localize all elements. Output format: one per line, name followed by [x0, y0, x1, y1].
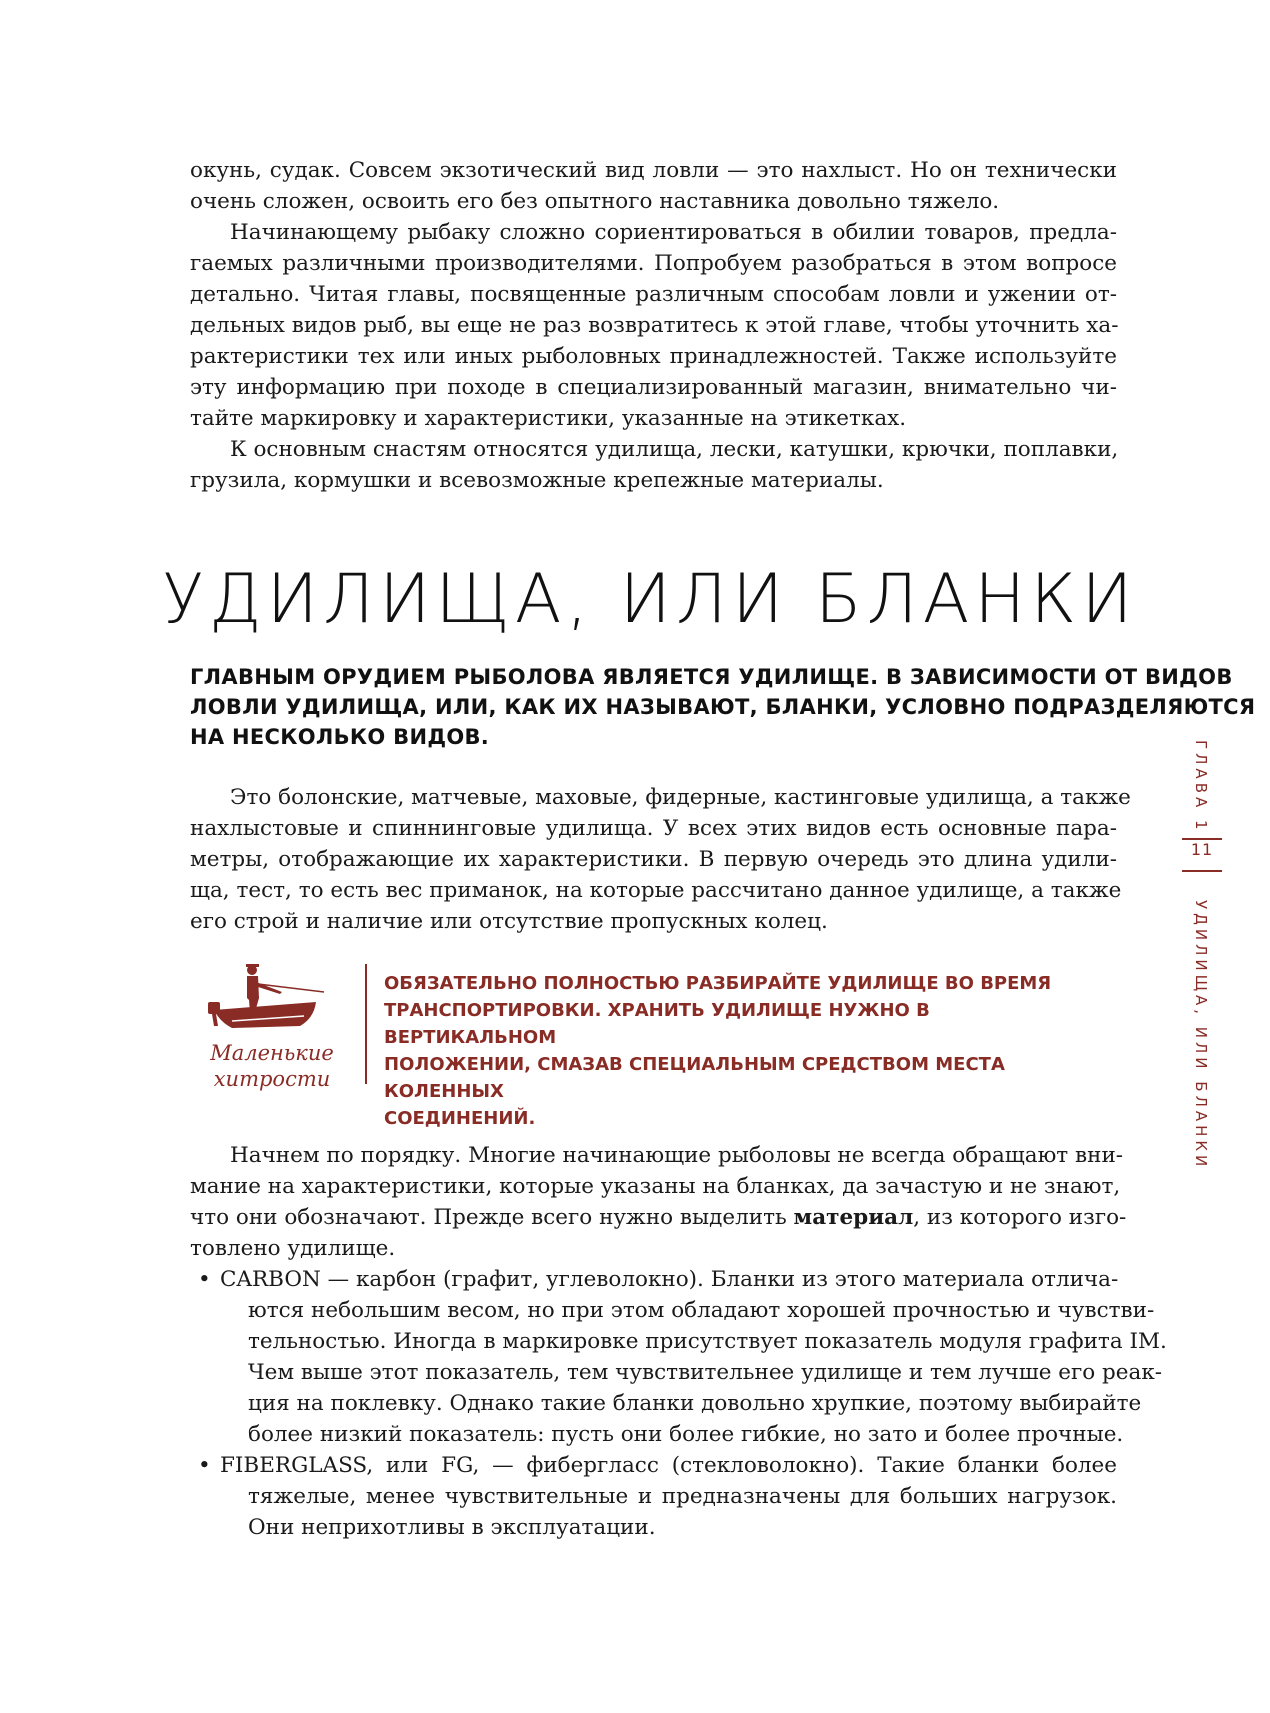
- bullet-item: [198, 1450, 1117, 1543]
- bold-term: материал: [793, 1205, 914, 1230]
- bullet-item: [198, 1264, 1167, 1450]
- text-line: товлено удилище.: [190, 1236, 396, 1261]
- section-label: УДИЛИЩА, ИЛИ БЛАНКИ: [1192, 900, 1210, 1171]
- text-line: Начнем по порядку. Многие начинающие рыболовы не всегда обращают вни-: [230, 1143, 1124, 1168]
- tip-line: СОЕДИНЕНИЙ.: [384, 1108, 536, 1129]
- intro-paragraph-1: [190, 155, 1117, 217]
- text-line: ща, тест, то есть вес приманок, на которые рассчитано данное удилище, а также: [190, 878, 1122, 903]
- section-heading: УДИЛИЩА, ИЛИ БЛАНКИ: [162, 560, 1138, 639]
- text-line: дельных видов рыб, вы еще не раз возвратитесь к этой главе, чтобы уточнить ха-: [190, 313, 1119, 338]
- text-line: CARBON — карбон (графит, углеволокно). Бланки из этого материала отлича-: [220, 1267, 1119, 1292]
- bullet-dot: •: [198, 1267, 211, 1292]
- text-line: более низкий показатель: пусть они более гибкие, но зато и более прочные.: [248, 1422, 1124, 1447]
- tips-caption-line-1: Маленькие: [210, 1041, 334, 1065]
- body-paragraph: [190, 1140, 1127, 1264]
- intro-paragraph-3: [190, 434, 1117, 496]
- bullet-dot: •: [198, 1453, 211, 1478]
- text-line: FIBERGLASS, или FG, — фибергласс (стекловолокно). Такие бланки более: [220, 1453, 1117, 1478]
- bullet-body: [220, 1450, 1117, 1543]
- text-line: мание на характеристики, которые указаны на бланках, да зачастую и не знают,: [190, 1174, 1121, 1199]
- text-line: грузила, кормушки и всевозможные крепежные материалы.: [190, 468, 884, 493]
- tips-logo: [192, 960, 352, 1090]
- text-line: тайте маркировку и характеристики, указанные на этикетках.: [190, 406, 907, 431]
- bullet-body: [220, 1264, 1167, 1450]
- text-line: окунь, судак. Совсем экзотический вид ловли — это нахлыст. Но он технически: [190, 158, 1117, 183]
- text-line: что они обозначают. Прежде всего нужно выделить материал, из которого изго-: [190, 1205, 1127, 1230]
- text-line: Это болонские, матчевые, маховые, фидерные, кастинговые удилища, а также: [230, 785, 1131, 810]
- text-line: тельностью. Иногда в маркировке присутствует показатель модуля графита IM.: [248, 1329, 1167, 1354]
- intro-paragraph-2: [190, 217, 1117, 434]
- tip-line: ТРАНСПОРТИРОВКИ. ХРАНИТЬ УДИЛИЩЕ НУЖНО В ВЕРТИКАЛЬНОМ: [384, 1000, 930, 1048]
- tip-block: [192, 960, 1092, 1129]
- section-lead: [190, 662, 1256, 752]
- text-line: рактеристики тех или иных рыболовных принадлежностей. Также используйте: [190, 344, 1117, 369]
- tips-caption: [192, 1040, 352, 1092]
- text-line: гаемых различными производителями. Попробуем разобраться в этом вопросе: [190, 251, 1117, 276]
- chapter-sidebar: [1180, 728, 1220, 1171]
- text-line: детально. Читая главы, посвященные различным способам ловли и ужении от-: [190, 282, 1117, 307]
- text-line: ются небольшим весом, но при этом обладают хорошей прочностью и чувстви-: [248, 1298, 1155, 1323]
- tip-line: ПОЛОЖЕНИИ, СМАЗАВ СПЕЦИАЛЬНЫМ СРЕДСТВОМ МЕСТА КОЛЕННЫХ: [384, 1054, 1005, 1102]
- lead-line: ЛОВЛИ УДИЛИЩА, ИЛИ, КАК ИХ НАЗЫВАЮТ, БЛАНКИ, УСЛОВНО ПОДРАЗДЕЛЯЮТСЯ: [190, 695, 1256, 719]
- sidebar-rule: [1182, 870, 1222, 872]
- lead-line: ГЛАВНЫМ ОРУДИЕМ РЫБОЛОВА ЯВЛЯЕТСЯ УДИЛИЩЕ. В ЗАВИСИМОСТИ ОТ ВИДОВ: [190, 665, 1233, 689]
- tips-caption-line-2: хитрости: [213, 1067, 331, 1091]
- text-line: тяжелые, менее чувствительные и предназначены для больших нагрузок.: [248, 1484, 1117, 1509]
- text-line: нахлыстовые и спиннинговые удилища. У всех этих видов есть основные пара-: [190, 816, 1117, 841]
- text-line: Они неприхотливы в эксплуатации.: [248, 1515, 656, 1540]
- chapter-label: ГЛАВА 1: [1192, 740, 1210, 834]
- tip-text: [384, 970, 1104, 1132]
- lead-line: НА НЕСКОЛЬКО ВИДОВ.: [190, 725, 490, 749]
- section-paragraph: [190, 782, 1131, 937]
- tip-line: ОБЯЗАТЕЛЬНО ПОЛНОСТЬЮ РАЗБИРАЙТЕ УДИЛИЩЕ ВО ВРЕМЯ: [384, 973, 1052, 994]
- text-line: Начинающему рыбаку сложно сориентироваться в обилии товаров, предла-: [230, 220, 1117, 245]
- text-line: очень сложен, освоить его без опытного наставника довольно тяжело.: [190, 189, 1000, 214]
- text-line: метры, отображающие их характеристики. В первую очередь это длина удили-: [190, 847, 1117, 872]
- text-line: его строй и наличие или отсутствие пропускных колец.: [190, 909, 828, 934]
- tip-divider: [365, 964, 367, 1084]
- text-line: эту информацию при походе в специализированный магазин, внимательно чи-: [190, 375, 1117, 400]
- text-line: ция на поклевку. Однако такие бланки довольно хрупкие, поэтому выбирайте: [248, 1391, 1142, 1416]
- text-line: Чем выше этот показатель, тем чувствительнее удилище и тем лучше его реак-: [248, 1360, 1163, 1385]
- fisherman-boat-icon: [192, 960, 352, 1040]
- text-line: К основным снастям относятся удилища, лески, катушки, крючки, поплавки,: [230, 437, 1119, 462]
- page-number: 11: [1190, 840, 1214, 859]
